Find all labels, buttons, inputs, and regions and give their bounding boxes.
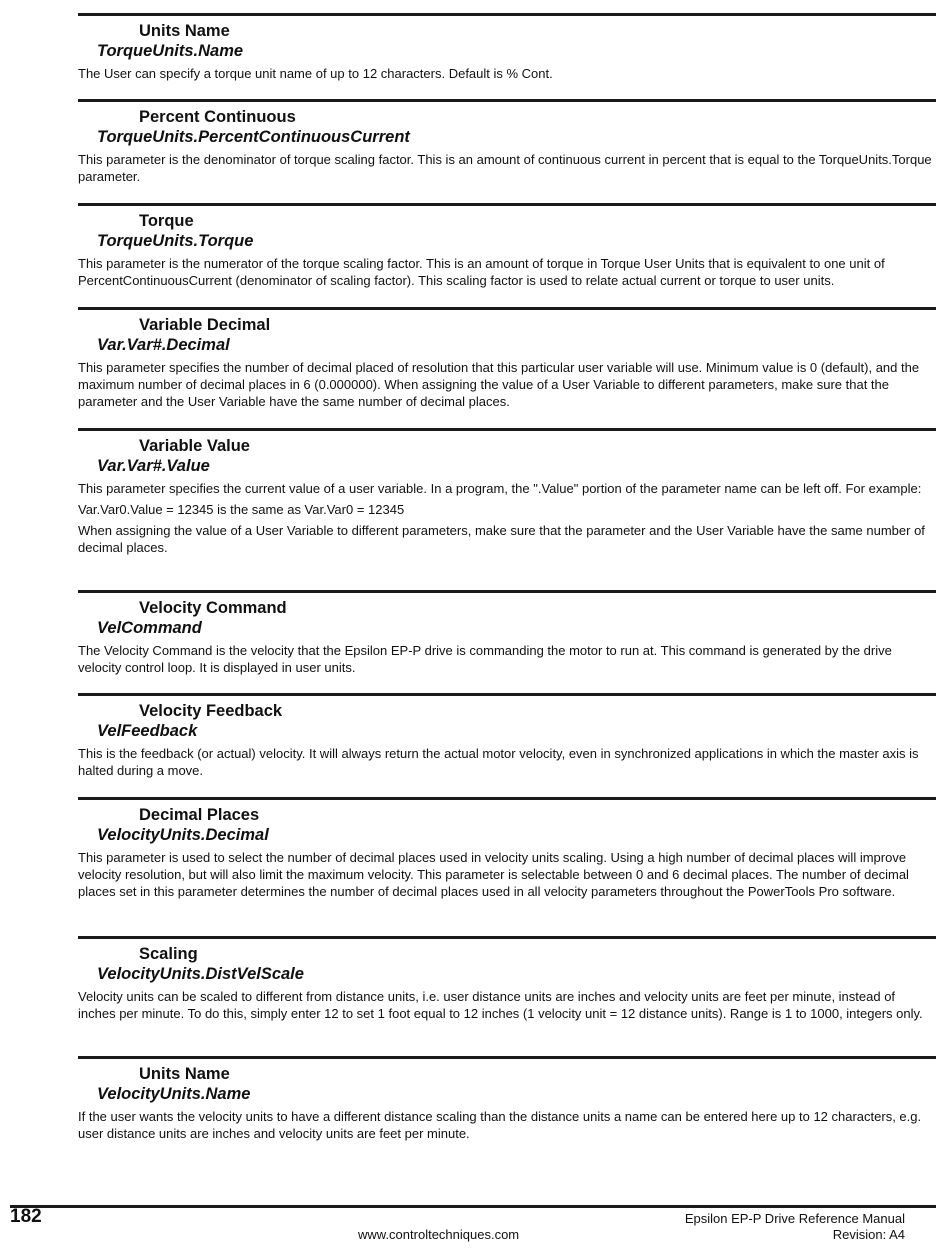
parameter-title: Units Name bbox=[139, 1065, 230, 1083]
section-divider bbox=[78, 590, 936, 593]
parameter-title: Variable Decimal bbox=[139, 316, 271, 334]
parameter-title: Velocity Command bbox=[139, 599, 287, 617]
parameter-entry bbox=[78, 797, 936, 904]
parameter-description: Var.Var0.Value = 12345 is the same as Var.Var0 = 12345 bbox=[78, 502, 405, 517]
section-divider bbox=[78, 428, 936, 431]
parameter-description: This parameter specifies the current value of a user variable. In a program, the ".Value" portion of the parameter name can be left off. For example: bbox=[78, 481, 922, 496]
section-divider bbox=[78, 13, 936, 16]
parameter-title: Scaling bbox=[139, 945, 198, 963]
parameter-name: TorqueUnits.Name bbox=[97, 42, 244, 60]
parameter-name: VelCommand bbox=[97, 619, 202, 637]
parameter-description: The Velocity Command is the velocity that the Epsilon EP-P drive is commanding the motor to run at. This command is generated by the drive velocity control loop. It is displayed in user units. bbox=[78, 643, 892, 675]
parameter-entry bbox=[78, 936, 936, 1026]
section-divider bbox=[78, 99, 936, 102]
parameter-description: This parameter is the denominator of torque scaling factor. This is an amount of continuous current in percent that is equal to the TorqueUnits.Torque parameter. bbox=[78, 152, 932, 184]
revision-label: Revision: A4 bbox=[832, 1227, 905, 1242]
parameter-name: VelocityUnits.DistVelScale bbox=[97, 965, 304, 983]
parameter-title: Units Name bbox=[139, 22, 230, 40]
section-divider bbox=[78, 1056, 936, 1059]
parameter-name: Var.Var#.Value bbox=[97, 457, 210, 475]
parameter-entry bbox=[78, 428, 936, 560]
parameter-name: TorqueUnits.Torque bbox=[97, 232, 254, 250]
website-link[interactable]: www.controltechniques.com bbox=[358, 1227, 520, 1242]
parameter-description: This parameter specifies the number of decimal placed of resolution that this particular user variable will use. Minimum value is 0 (default), and the maximum number of decimal places in 6 (0.000000). When assigning the value of a User Variable to different parameters, make sure that the parameter and the User Variable have the same number of decimal places. bbox=[78, 360, 920, 409]
page-number: 182 bbox=[10, 1206, 42, 1227]
parameter-entry bbox=[78, 203, 936, 293]
section-divider bbox=[78, 693, 936, 696]
section-divider bbox=[78, 203, 936, 206]
parameter-name: VelocityUnits.Name bbox=[97, 1085, 251, 1103]
parameter-name: VelocityUnits.Decimal bbox=[97, 826, 269, 844]
parameter-title: Variable Value bbox=[139, 437, 250, 455]
section-divider bbox=[78, 797, 936, 800]
parameter-entry bbox=[78, 99, 936, 189]
parameter-entry bbox=[78, 693, 936, 783]
manual-title: Epsilon EP-P Drive Reference Manual bbox=[684, 1211, 905, 1226]
parameter-description: The User can specify a torque unit name of up to 12 characters. Default is % Cont. bbox=[78, 66, 553, 81]
parameter-entry bbox=[78, 307, 936, 414]
parameter-title: Velocity Feedback bbox=[139, 702, 283, 720]
parameter-description: When assigning the value of a User Variable to different parameters, make sure that the parameter and the User Variable have the same number of decimal places. bbox=[78, 523, 925, 555]
parameter-description: This is the feedback (or actual) velocity. It will always return the actual motor velocity, even in synchronized applications in which the master axis is halted during a move. bbox=[78, 746, 919, 778]
parameter-title: Percent Continuous bbox=[139, 108, 296, 126]
parameter-name: VelFeedback bbox=[97, 722, 198, 740]
parameter-description: This parameter is used to select the number of decimal places used in velocity units scaling. Using a high number of decimal places will improve velocity resolution, but will also limit the maximum velocity. This parameter is selectable between 0 and 6 decimal places. The number of decimal places set in this parameter determines the number of decimal places used in all velocity parameters throughout the PowerTools Pro software. bbox=[78, 850, 909, 899]
parameter-name: Var.Var#.Decimal bbox=[97, 336, 230, 354]
parameter-description: This parameter is the numerator of the torque scaling factor. This is an amount of torque in Torque User Units that is equivalent to one unit of PercentContinuousCurrent (denominator of scaling factor). This scaling factor is used to relate actual current or torque to user units. bbox=[78, 256, 885, 288]
parameter-title: Decimal Places bbox=[139, 806, 260, 824]
section-divider bbox=[78, 307, 936, 310]
footer-divider bbox=[10, 1205, 936, 1208]
parameter-title: Torque bbox=[139, 212, 194, 230]
parameter-entry bbox=[78, 590, 936, 680]
parameter-description: If the user wants the velocity units to have a different distance scaling than the distance units a name can be entered here up to 12 characters, e.g. user distance units are inches and velocity units are feet per minute. bbox=[78, 1109, 922, 1141]
parameter-entry bbox=[78, 1056, 936, 1146]
parameter-name: TorqueUnits.PercentContinuousCurrent bbox=[97, 128, 410, 146]
section-divider bbox=[78, 936, 936, 939]
parameter-entry bbox=[78, 13, 936, 86]
parameter-description: Velocity units can be scaled to different from distance units, i.e. user distance units are inches and velocity units are feet per minute, instead of inches per minute. To do this, simply enter 12 to set 1 foot equal to 12 inches (1 velocity unit = 12 distance units). Range is 1 to 1000, integers only. bbox=[78, 989, 923, 1021]
